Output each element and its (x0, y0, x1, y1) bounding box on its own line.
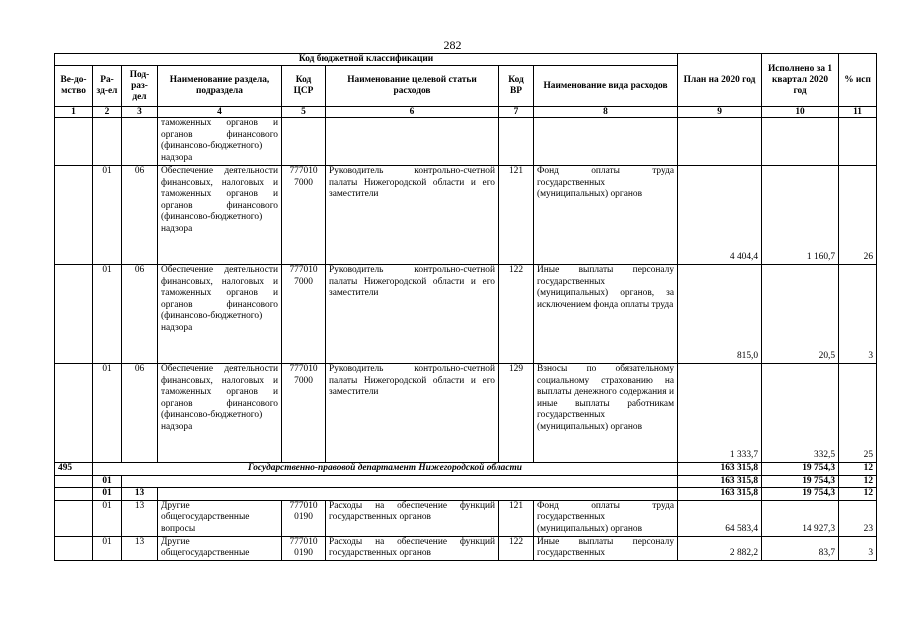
cell-vid-name: Иные выплаты персоналу государственных (534, 536, 678, 560)
column-number: 4 (158, 107, 282, 118)
cell-plan: 2 882,2 (678, 536, 762, 560)
cell-section-name: Другие общегосударственные (158, 536, 282, 560)
cell-csr (282, 118, 326, 166)
cell-vedomstvo (55, 364, 93, 463)
column-number: 6 (326, 107, 499, 118)
cell-razdel: 01 (93, 488, 122, 501)
cell-pct: 25 (839, 364, 877, 463)
cell-vr: 122 (499, 265, 534, 364)
cell-csr: 777010 7000 (282, 364, 326, 463)
cell-plan: 64 583,4 (678, 500, 762, 536)
cell-target-name: Руководитель контрольно-счетной палаты Нижегородской области и его заместители (326, 265, 499, 364)
cell-csr: 777010 7000 (282, 166, 326, 265)
column-number: 9 (678, 107, 762, 118)
cell-razdel: 01 (93, 475, 122, 488)
cell-empty (122, 475, 678, 488)
column-number: 1 (55, 107, 93, 118)
section-total-row (55, 475, 877, 488)
column-header-podrazdel: Под-раз-дел (122, 66, 158, 107)
column-numbers-row (55, 107, 877, 118)
cell-vedomstvo (55, 536, 93, 560)
cell-plan: 1 333,7 (678, 364, 762, 463)
cell-vr (499, 118, 534, 166)
cell-target-name: Расходы на обеспечение функций государственных органов (326, 500, 499, 536)
column-header-razdel: Ра-зд-ел (93, 66, 122, 107)
column-header-vedomstvo: Ве-до-мство (55, 66, 93, 107)
column-number: 2 (93, 107, 122, 118)
cell-done: 19 754,3 (762, 475, 839, 488)
cell-pct: 26 (839, 166, 877, 265)
cell-done: 19 754,3 (762, 488, 839, 501)
cell-vedomstvo (55, 166, 93, 265)
cell-target-name: Руководитель контрольно-счетной палаты Нижегородской области и его заместители (326, 166, 499, 265)
cell-section-name: Обеспечение деятельности финансовых, налоговых и таможенных органов и органов финансового (финансово-бюджетного) надзора (158, 265, 282, 364)
column-header-plan: План на 2020 год (678, 54, 762, 107)
cell-podrazdel: 06 (122, 166, 158, 265)
cell-done: 20,5 (762, 265, 839, 364)
subsection-total-row (55, 488, 877, 501)
cell-pct: 12 (839, 475, 877, 488)
cell-vid-name: Фонд оплаты труда государственных (муниципальных) органов (534, 500, 678, 536)
cell-section-name: таможенных органов и органов финансового (финансово-бюджетного) надзора (158, 118, 282, 166)
cell-podrazdel: 13 (122, 488, 158, 501)
table-row (55, 118, 877, 166)
budget-table (54, 53, 877, 561)
cell-plan: 815,0 (678, 265, 762, 364)
cell-vedomstvo: 495 (55, 463, 93, 476)
cell-vid-name: Иные выплаты персоналу государственных (муниципальных) органов, за исключением фонда оплаты труда (534, 265, 678, 364)
cell-razdel: 01 (93, 536, 122, 560)
column-header-target-name: Наименование целевой статьи расходов (326, 66, 499, 107)
table-row (55, 265, 877, 364)
cell-pct: 12 (839, 463, 877, 476)
column-header-vr: Код ВР (499, 66, 534, 107)
column-header-csr: Код ЦСР (282, 66, 326, 107)
cell-csr: 777010 0190 (282, 500, 326, 536)
cell-vr: 121 (499, 500, 534, 536)
column-number: 5 (282, 107, 326, 118)
column-header-section-name: Наименование раздела, подраздела (158, 66, 282, 107)
table-row (55, 536, 877, 560)
column-number: 10 (762, 107, 839, 118)
cell-vedomstvo (55, 488, 93, 501)
cell-csr: 777010 0190 (282, 536, 326, 560)
cell-podrazdel (122, 118, 158, 166)
table-row (55, 500, 877, 536)
cell-vedomstvo (55, 475, 93, 488)
cell-target-name (326, 118, 499, 166)
cell-podrazdel: 13 (122, 500, 158, 536)
cell-section-name: Обеспечение деятельности финансовых, налоговых и таможенных органов и органов финансового (финансово-бюджетного) надзора (158, 166, 282, 265)
cell-empty (158, 488, 678, 501)
cell-target-name: Расходы на обеспечение функций государственных органов (326, 536, 499, 560)
table-row (55, 166, 877, 265)
cell-vr: 129 (499, 364, 534, 463)
cell-plan: 163 315,8 (678, 475, 762, 488)
cell-csr: 777010 7000 (282, 265, 326, 364)
cell-plan: 4 404,4 (678, 166, 762, 265)
cell-done: 19 754,3 (762, 463, 839, 476)
cell-section-name: Другие общегосударственные вопросы (158, 500, 282, 536)
cell-pct: 12 (839, 488, 877, 501)
classification-header: Код бюджетной классификации (55, 54, 678, 66)
column-number: 11 (839, 107, 877, 118)
department-row (55, 463, 877, 476)
cell-razdel: 01 (93, 364, 122, 463)
cell-done: 14 927,3 (762, 500, 839, 536)
cell-done (762, 118, 839, 166)
cell-section-name: Обеспечение деятельности финансовых, налоговых и таможенных органов и органов финансового (финансово-бюджетного) надзора (158, 364, 282, 463)
cell-vid-name: Взносы по обязательному социальному страхованию на выплаты денежного содержания и иные выплаты работникам государственных (муниципальных) органов (534, 364, 678, 463)
cell-pct: 3 (839, 265, 877, 364)
cell-vr: 121 (499, 166, 534, 265)
cell-razdel (93, 118, 122, 166)
cell-podrazdel: 06 (122, 364, 158, 463)
cell-plan: 163 315,8 (678, 463, 762, 476)
column-header-vid-name: Наименование вида расходов (534, 66, 678, 107)
cell-plan (678, 118, 762, 166)
cell-done: 83,7 (762, 536, 839, 560)
cell-razdel: 01 (93, 265, 122, 364)
column-header-pct: % исп (839, 54, 877, 107)
cell-vedomstvo (55, 500, 93, 536)
page-number: 282 (443, 38, 462, 52)
column-header-done: Исполнено за 1 квартал 2020 год (762, 54, 839, 107)
cell-vid-name: Фонд оплаты труда государственных (муниципальных) органов (534, 166, 678, 265)
cell-pct: 3 (839, 536, 877, 560)
cell-vid-name (534, 118, 678, 166)
cell-vedomstvo (55, 265, 93, 364)
cell-vr: 122 (499, 536, 534, 560)
column-number: 7 (499, 107, 534, 118)
cell-podrazdel: 13 (122, 536, 158, 560)
cell-target-name: Руководитель контрольно-счетной палаты Нижегородской области и его заместители (326, 364, 499, 463)
cell-plan: 163 315,8 (678, 488, 762, 501)
column-number: 3 (122, 107, 158, 118)
cell-podrazdel: 06 (122, 265, 158, 364)
cell-vedomstvo (55, 118, 93, 166)
cell-pct (839, 118, 877, 166)
cell-razdel: 01 (93, 500, 122, 536)
cell-pct: 23 (839, 500, 877, 536)
cell-done: 1 160,7 (762, 166, 839, 265)
cell-done: 332,5 (762, 364, 839, 463)
cell-razdel: 01 (93, 166, 122, 265)
department-name: Государственно-правовой департамент Нижегородской области (93, 463, 678, 476)
table-row (55, 364, 877, 463)
column-number: 8 (534, 107, 678, 118)
